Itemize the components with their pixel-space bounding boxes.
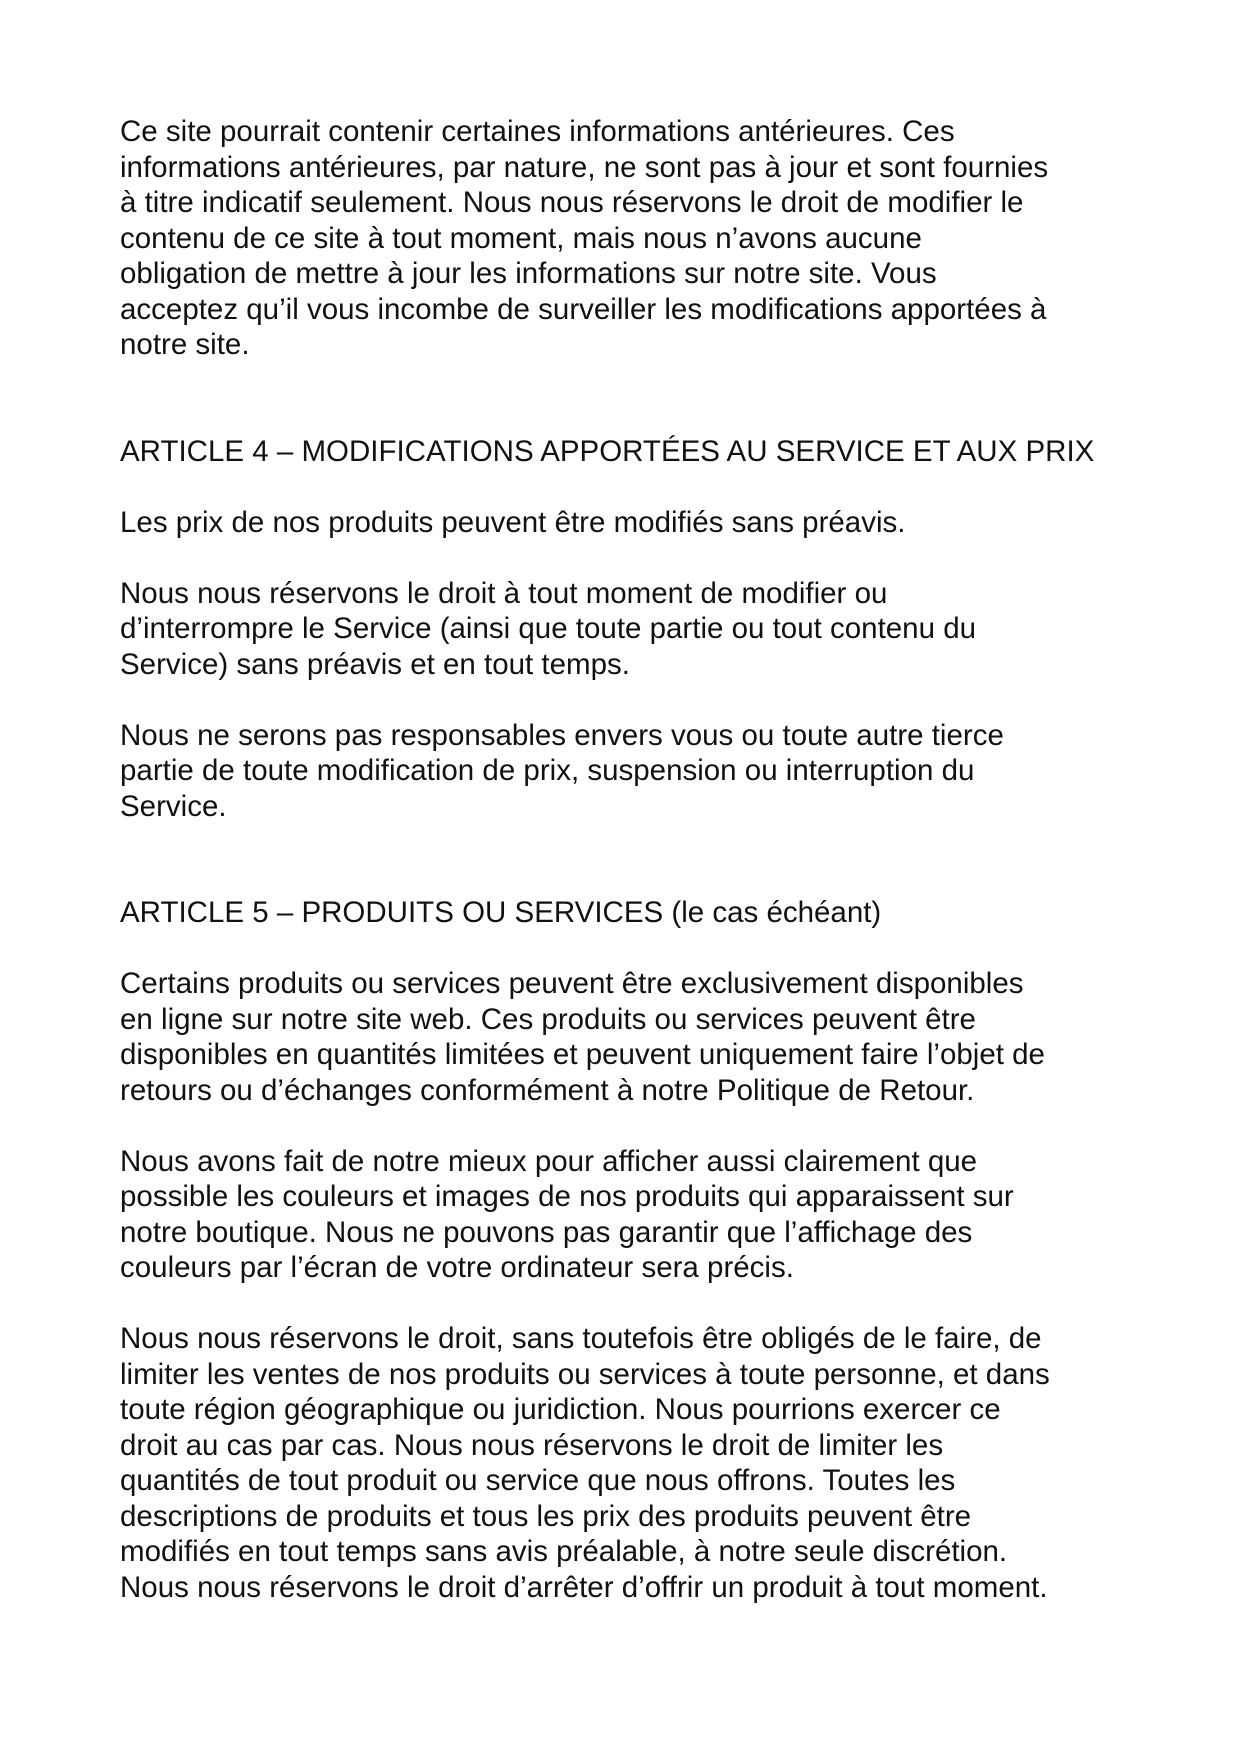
intro-paragraph: Ce site pourrait contenir certaines informations antérieures. Ces informations antérieures, par nature, ne sont pas à jour et sont fournies à titre indicatif seulement. Nous nous réservons le droit de modifier le contenu de ce site à tout moment, mais nous n’avons aucune obligation de mettre à jour les informations sur notre site. Vous acceptez qu’il vous incombe de surveiller les modifications apportées à notre site. <box>120 115 1049 361</box>
article-5-paragraph-2: Nous avons fait de notre mieux pour afficher aussi clairement que possible les couleurs et images de nos produits qui apparaissent sur notre boutique. Nous ne pouvons pas garantir que l’affichage des couleurs par l’écran de votre ordinateur sera précis. <box>120 1144 1014 1284</box>
article-4-paragraph-3: Nous ne serons pas responsables envers vous ou toute autre tierce partie de toute modification de prix, suspension ou interruption du Service. <box>120 718 1004 823</box>
article-5-heading: ARTICLE 5 – PRODUITS OU SERVICES (le cas échéant) <box>120 896 882 929</box>
article-4-paragraph-2: Nous nous réservons le droit à tout moment de modifier ou d’interrompre le Service (ainsi que toute partie ou tout contenu du Service) sans préavis et en tout temps. <box>120 576 977 681</box>
article-5-paragraph-1: Certains produits ou services peuvent être exclusivement disponibles en ligne sur notre site web. Ces produits ou services peuvent être disponibles en quantités limitées et peuvent uniquement faire l’objet de retours ou d’échanges conformément à notre Politique de Retour. <box>120 967 1045 1107</box>
article-4-paragraph-1: Les prix de nos produits peuvent être modifiés sans préavis. <box>120 505 906 539</box>
document-page <box>120 114 1160 1641</box>
article-5-paragraph-3: Nous nous réservons le droit, sans toutefois être obligés de le faire, de limiter les ventes de nos produits ou services à toute personne, et dans toute région géographique ou juridiction. Nous pourrions exercer ce droit au cas par cas. Nous nous réservons le droit de limiter les quantités de tout produit ou service que nous offrons. Toutes les descriptions de produits et tous les prix des produits peuvent être modifiés en tout temps sans avis préalable, à notre seule discrétion. Nous nous réservons le droit d’arrêter d’offrir un produit à tout moment. <box>120 1322 1050 1604</box>
article-4-heading: ARTICLE 4 – MODIFICATIONS APPORTÉES AU SERVICE ET AUX PRIX <box>120 434 1095 468</box>
